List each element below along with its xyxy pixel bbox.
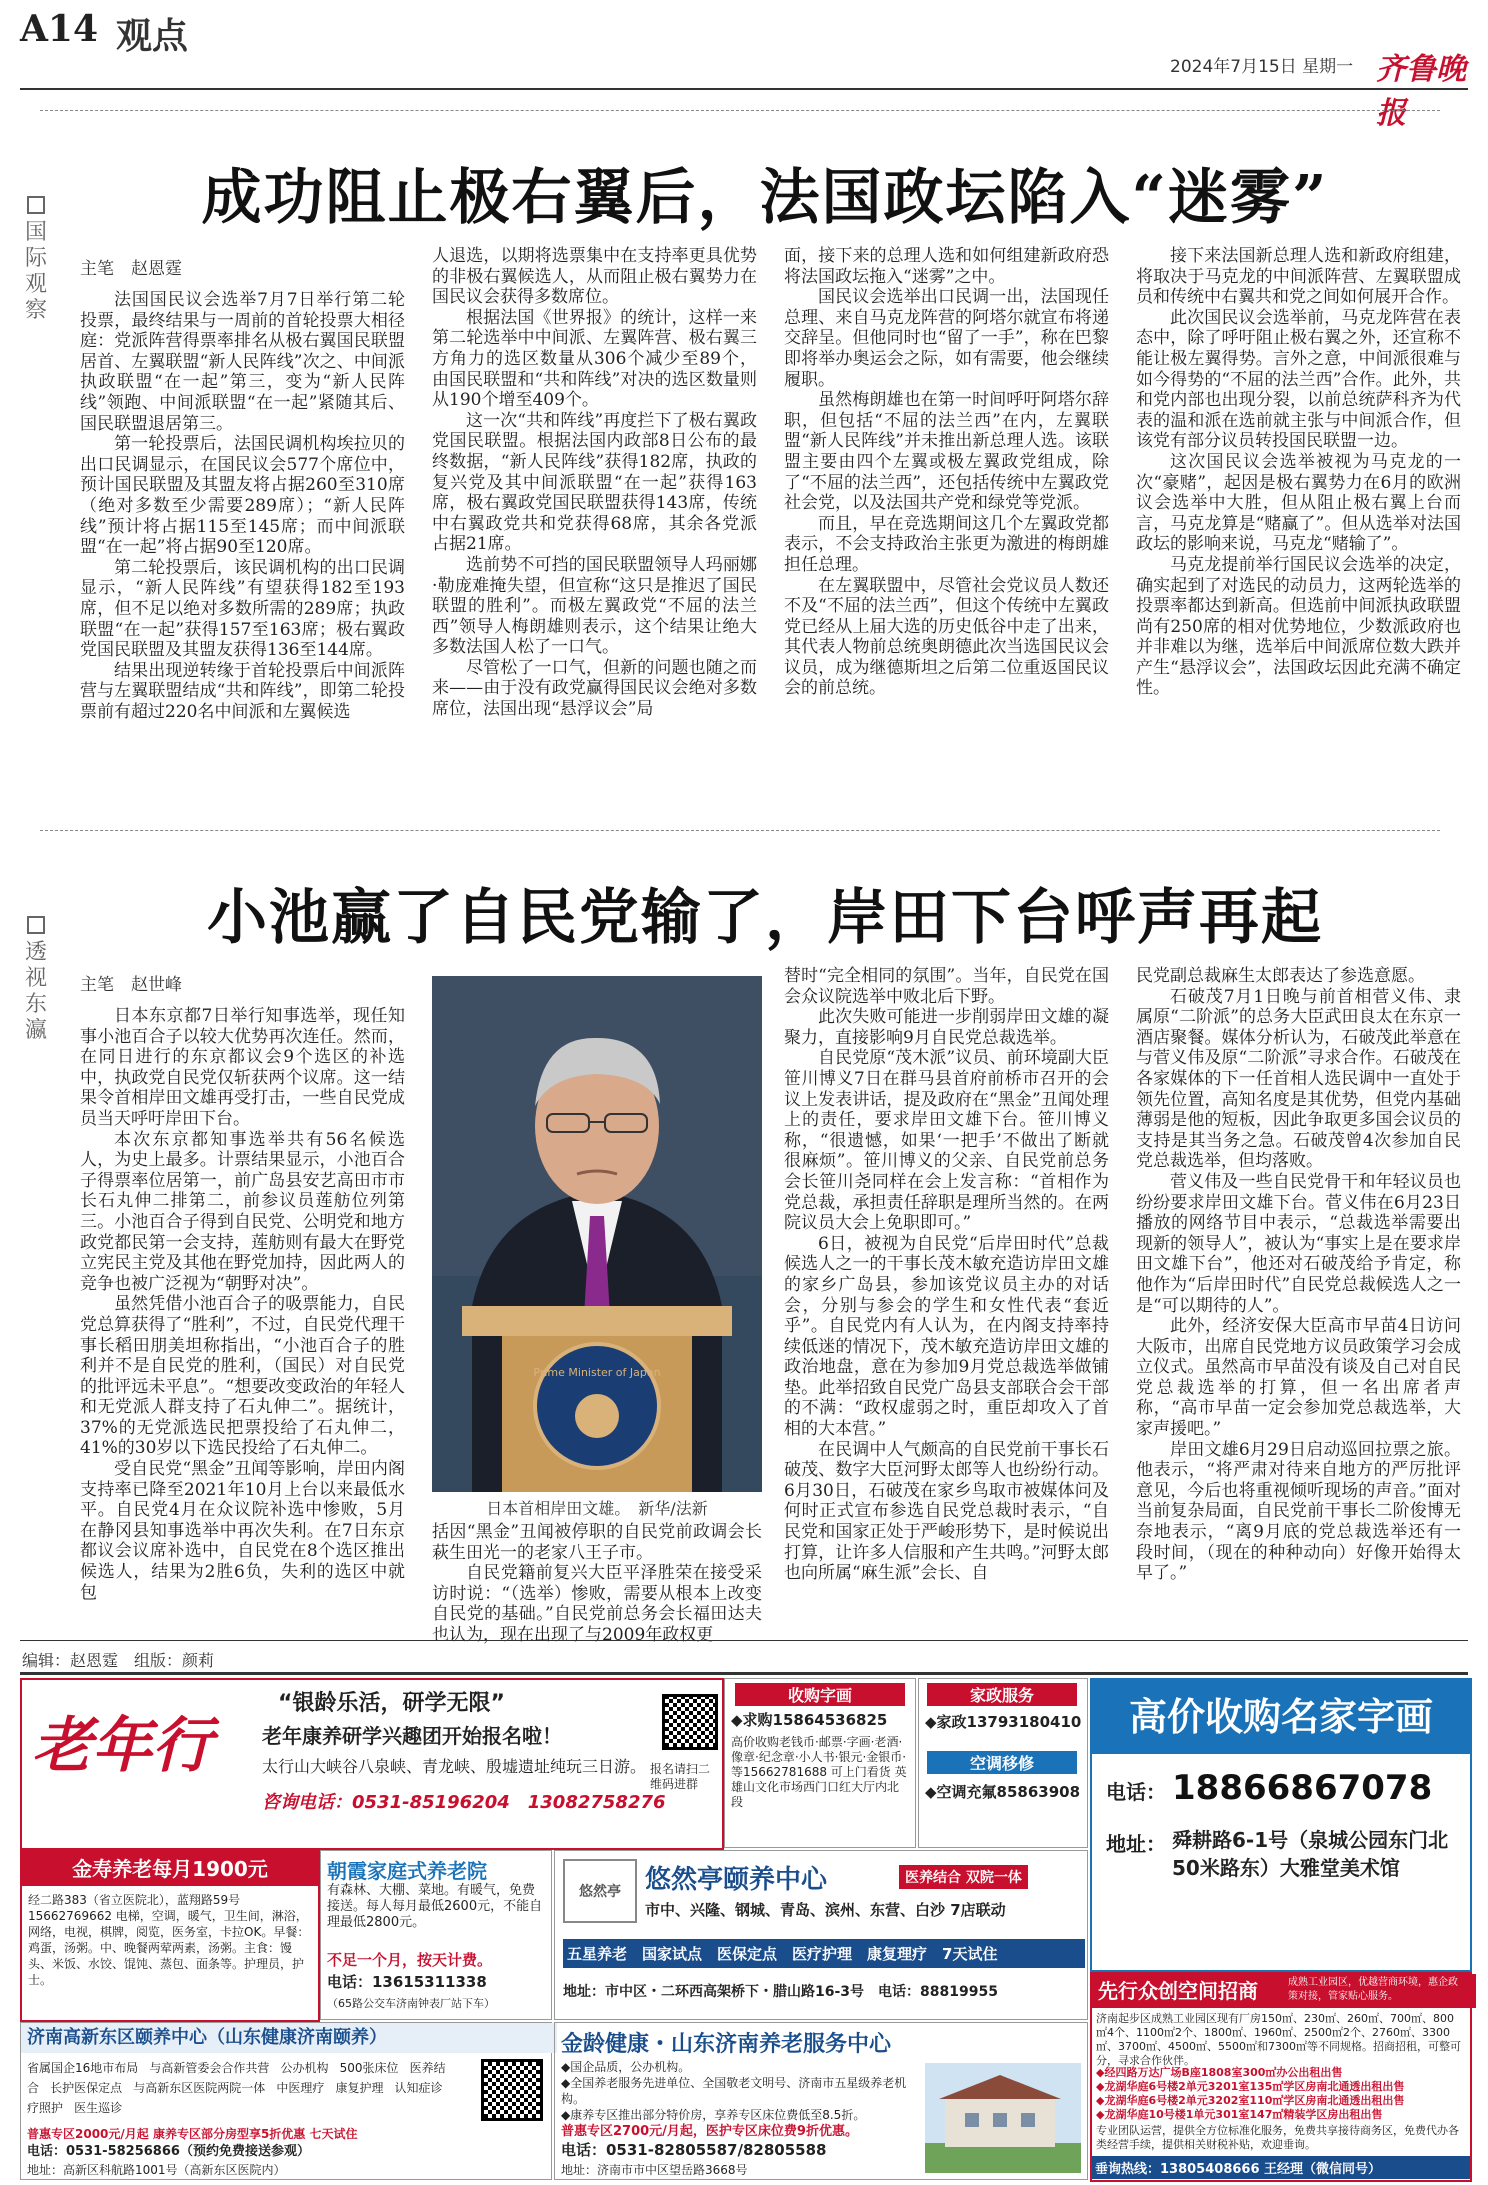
paragraph: 选前势不可挡的国民联盟领导人玛丽娜·勒庞难掩失望，但宣称“这只是推迟了国民联盟的胜利”。而极左翼政党“不屈的法兰西”领导人梅朗雄则表示，这个结果让绝大多数法国人松了一口气。: [432, 554, 757, 658]
list-item: 长护医保定点: [50, 2081, 123, 2095]
article1-column-2: [432, 246, 757, 790]
ad-zhaoxia: [320, 1850, 552, 2020]
tag-square-icon: [27, 916, 45, 934]
ad-price: 普惠专区2000元/月起 康养专区部分房型享5折优惠 七天试住: [27, 2127, 358, 2141]
paragraph: 自民党籍前复兴大臣平泽胜荣在接受采访时说：“（选举）惨败，需要从根本上改变自民党的基础。”自民党前总务会长福田达夫也认为，现在出现了与2009年政权更: [432, 1563, 762, 1645]
list-item: 省属国企16地市布局: [27, 2061, 139, 2075]
qr-code-icon: [662, 1694, 718, 1750]
article2-column-tag: [22, 916, 50, 1044]
kishida-photo: [432, 976, 762, 1492]
article2-column-4: [1136, 966, 1461, 1618]
paragraph: 接下来法国新总理人选和新政府组建，将取决于马克龙的中间派阵营、左翼联盟成员和传统中右翼共和党之间如何展开合作。: [1136, 246, 1461, 308]
ad-address: （65路公交车济南钟表厂站下车）: [327, 1997, 495, 2010]
ad-slogan: “银龄乐活，研学无限”: [278, 1691, 505, 1716]
list-item: ◆康养专区推出部分特价房，享养专区床位费低至8.5折。: [561, 2108, 866, 2122]
list-item: 认知症诊疗照护: [27, 2081, 443, 2115]
list-item: 公办机构: [280, 2061, 329, 2075]
ad-addr-label: 地址：: [1106, 1832, 1166, 1856]
ad-detail: 高价收购老钱币·邮票·字画·老酒·像章·纪念章·小人书·银元·金银币·等15662781688 可上门看货 英雄山文化市场西门口红大厅内北段: [731, 1735, 907, 1809]
list-item: 中医理疗: [276, 2081, 325, 2095]
paragraph: 在左翼联盟中，尽管社会党议员人数还不及“不屈的法兰西”，但这个传统中左翼政党已经从上届大选的历史低谷中走了出来，其代表人物前总统奥朗德此次当选国民议会议员，成为继德斯坦之后第二位重返国民议会的前总统。: [784, 575, 1109, 699]
paragraph: 根据法国《世界报》的统计，这样一来第二轮选举中中间派、左翼阵营、极右翼三方角力的选区数量从306个减少至89个，由国民联盟和“共和阵线”对决的选区数量则从190个增至409个。: [432, 307, 757, 411]
ad-address: 地址：高新区科航路1001号（高新东区医院内）: [27, 2163, 286, 2177]
tag-char: 透: [24, 940, 47, 965]
list-item: 医养结合: [27, 2061, 446, 2095]
paragraph: 结果出现逆转缘于首轮投票后中间派阵营与左翼联盟结成“共和阵线”，即第二轮投票前有超过220名中间派和左翼候选: [80, 660, 405, 722]
article1-byline: 主笔 赵恩霆: [80, 259, 182, 279]
ad-zihua: [1090, 1678, 1472, 1972]
podium-seal-text: Prime Minister of Japan: [533, 1366, 661, 1379]
paragraph: 括因“黑金”丑闻被停职的自民党前政调会长萩生田光一的老家八王子市。: [432, 1522, 762, 1563]
ad-jinshou: [20, 1850, 320, 2022]
list-item: ◆全国养老服务先进单位、全国敬老文明号、济南市五星级养老机构。: [561, 2076, 907, 2106]
ad-note: 专业团队运营，提供全方位标准化服务，免费共享接待商务区，免费代办各类经营手续，提供相关财税补贴，欢迎垂询。: [1096, 2124, 1459, 2151]
tag-char: 瀛: [24, 1018, 47, 1043]
ad-phone: 电话：0531-82805587/82805588: [561, 2141, 827, 2159]
paragraph: 受自民党“黑金”丑闻等影响，岸田内阁支持率已降至2021年10月上台以来最低水平。自民党4月在众议院补选中惨败，5月在静冈县知事选举中再次失利。在7日东京都议会议席补选中，自民党在8个选区推出候选人，结果为2胜6负，失利的选区中就包: [80, 1459, 405, 1603]
building-illustration-icon: [925, 2063, 1081, 2173]
ad-highlight: 不足一个月，按天计费。: [327, 1951, 493, 1969]
article2-column-3: [784, 966, 1109, 1618]
paragraph: 石破茂7月1日晚与前首相菅义伟、隶属原“二阶派”的总务大臣武田良太在东京一酒店聚餐。媒体分析认为，石破茂此举意在与菅义伟及原“二阶派”寻求合作。石破茂在各家媒体的下一任首相人选民调中一直处于领先位置，高知名度是其优势，但党内基础薄弱是他的短板，因此争取更多国会议员的支持是其当务之急。石破茂曾4次参加自民党总裁选举，但均落败。: [1136, 986, 1461, 1172]
paragraph: 岸田文雄6月29日启动巡回拉票之旅。他表示，“将严肃对待来自地方的严厉批评意见，今后也将重视倾听现场的声音。”面对当前复杂局面，自民党前干事长二阶俊博无奈地表示，“离9月底的党总裁选举还有一段时间，（现在的种种动向）好像开始得太早了。”: [1136, 1439, 1461, 1584]
ad-phone: 咨询电话：0531-85196204 13082758276: [262, 1792, 666, 1813]
ad-title: 先行众创空间招商: [1092, 1974, 1476, 2008]
list-item: 康复护理: [335, 2081, 384, 2095]
paragraph: 虽然梅朗雄也在第一时间呼吁阿塔尔辞职，但包括“不屈的法兰西”在内，左翼联盟“新人民阵线”并未推出新总理人选。该联盟主要由四个左翼或极左翼政党组成，除了“不屈的法兰西”，还包括传统中左翼政党社会党，以及法国共产党和绿党等党派。: [784, 390, 1109, 514]
ad-xianxing: [1090, 1972, 1472, 2182]
paragraph: 马克龙提前举行国民议会选举的决定，确实起到了对选民的动员力，这两轮选举的投票率都达到新高。但选前中间派执政联盟尚有250席的相对优势地位，少数派政府也并非难以为继，选举后中间派席位数大跌并产生“悬浮议会”，法国政坛因此充满不确定性。: [1136, 554, 1461, 699]
ad-title: 金龄健康・山东济南养老服务中心: [561, 2032, 892, 2057]
ad-phone: 电话：13615311338: [327, 1973, 487, 1991]
ad-hotline: 垂询热线：13805408666 王经理（微信同号）: [1092, 2156, 1470, 2179]
issue-date: 2024年7月15日 星期一: [1170, 57, 1354, 77]
ad-item: ◆求购15864536825: [731, 1711, 888, 1729]
ad-line: 老年康养研学兴趣团开始报名啦！: [262, 1724, 562, 1748]
ad-list: [561, 2059, 921, 2123]
ad-phone: 18866867078: [1172, 1768, 1433, 1808]
ad-tags: 成熟工业园区，优越营商环境，惠企政策对接，管家贴心服务。: [1288, 1977, 1458, 2002]
paragraph: 此次失败可能进一步削弱岸田文雄的凝聚力，直接影响9月自民党总裁选举。: [784, 1007, 1109, 1048]
ad-title: 家政服务: [927, 1683, 1077, 1706]
paragraph: 面，接下来的总理人选和如何组建新政府恐将法国政坛拖入“迷雾”之中。: [784, 246, 1109, 287]
tag-char: 东: [24, 992, 47, 1017]
tag-char: 际: [24, 246, 47, 271]
paragraph: 国民议会选举出口民调一出，法国现任总理、来自马克龙阵营的阿塔尔就宣布将递交辞呈。但他同时也“留了一手”，称在巴黎即将举办奥运会之际，如有需要，他会继续履职。: [784, 287, 1109, 390]
article2-top-divider: [40, 830, 1440, 831]
paragraph: 第二轮投票后，该民调机构的出口民调显示，“新人民阵线”有望获得182至193席，但不足以绝对多数所需的289席；执政联盟“在一起”获得157至163席；极右翼政党国民联盟及其盟友获得136至144席。: [80, 557, 405, 661]
ad-features: 五星养老 国家试点 医保定点 医疗护理 康复理疗 7天试住: [563, 1939, 1085, 1968]
ad-jinling: [554, 2022, 1088, 2180]
article1-column-tag: [22, 196, 50, 324]
ad-address: 地址：济南市市中区望岳路3668号: [561, 2163, 748, 2177]
ad-title: 收购字画: [735, 1683, 905, 1706]
ad-jiazheng: [918, 1678, 1088, 1848]
ad-price: 普惠专区2700元/月起，医护专区床位费9折优惠。: [561, 2124, 858, 2139]
article1-column-4: [1136, 246, 1461, 790]
ad-line: 太行山大峡谷八泉峡、青龙峡、殷墟遗址纯玩三日游。: [262, 1757, 647, 1776]
ad-qr-note: 报名请扫二维码进群: [650, 1762, 711, 1791]
paragraph: 第一轮投票后，法国民调机构埃拉贝的出口民调显示，在国民议会577个席位中，预计国民联盟及其盟友将占据260至310席（绝对多数至少需要289席）；“新人民阵线”预计将占据115至145席；而中间派联盟“在一起”将占据90至120席。: [80, 434, 405, 558]
ad-address: 地址：市中区・二环西高架桥下・腊山路16-3号 电话：88819955: [563, 1984, 998, 2000]
tag-char: 国: [24, 220, 47, 245]
ad-title: 济南高新东区颐养中心（山东健康济南颐养）: [21, 2023, 557, 2053]
ad-logo: 老年行: [32, 1711, 212, 1781]
list-item: 500张床位: [339, 2061, 399, 2075]
paragraph: 此外，经济安保大臣高市早苗4日访问大阪市，出席自民党地方议员政策学习会成立仪式。虽然高市早苗没有谈及自己对自民党总裁选举的打算，但一名出席者声称，“高市早苗一定会参加党总裁选举，大家声援吧。”: [1136, 1316, 1461, 1440]
list-item: 与高新管委会合作共营: [149, 2061, 270, 2075]
list-item: 与高新东区医院两院一体: [133, 2081, 266, 2095]
newspaper-logo: 齐鲁晚报: [1376, 52, 1466, 131]
article2-column-1: [80, 1006, 405, 1616]
ad-gaoxin: [20, 2022, 552, 2180]
ad-detail: 有森林、大棚、菜地。有暖气，免费接送。每人每月最低2600元，不能自理最低2800元。: [327, 1883, 543, 1930]
ad-list: [1096, 2066, 1464, 2122]
paragraph: 法国国民议会选举7月7日举行第二轮投票，最终结果与一周前的首轮投票大相径庭：党派阵营得票率排名从极右翼国民联盟居首、左翼联盟“新人民阵线”次之、中间派执政联盟“在一起”第三，变为“新人民阵线”领跑、中间派联盟“在一起”紧随其后、国民联盟退居第三。: [80, 290, 405, 434]
ad-youran: [554, 1850, 1088, 2020]
list-item: ◆龙湖华庭6号楼2单元3202室110㎡学区房南北通透出租出售: [1096, 2094, 1405, 2107]
paragraph: 6日，被视为自民党“后岸田时代”总裁候选人之一的干事长茂木敏充造访岸田文雄的家乡广岛县，参加该党议员主办的对话会，分别与参会的学生和女性代表“套近乎”。自民党内有人认为，在内阁支持率持续低迷的情况下，茂木敏充造访岸田文雄的政治地盘，意在为参加9月党总裁选举做铺垫。此举招致自民党广岛县支部联合会干部的不满：“政权虚弱之时，重臣却攻入了首相的大本营。”: [784, 1233, 1109, 1440]
article1-column-3: [784, 246, 1109, 790]
paragraph: 自民党原“茂木派”议员、前环境副大臣笹川博义7日在群马县首府前桥市召开的会议上发表讲话，提及政府在“黑金”丑闻处理上的责任，要求岸田文雄下台。笹川博义称，“很遗憾，如果‘一把手’不做出了断就很麻烦”。笹川博义的父亲、自民党前总务会长笹川尧同样在会上发言称：“首相作为党总裁，承担责任辞职是理所当然的。在两院议员大会上免职即可。”: [784, 1048, 1109, 1234]
ad-section-rule: [20, 1672, 1468, 1675]
tag-char: 察: [24, 298, 47, 323]
article1-top-divider: [40, 110, 1440, 111]
article2-headline: 小池赢了自民党输了，岸田下台呼声再起: [207, 883, 1323, 953]
list-item: 医生巡诊: [74, 2101, 123, 2115]
ad-title: 空调移修: [927, 1751, 1077, 1774]
header-rule: [20, 88, 1468, 90]
tag-char: 视: [24, 966, 47, 991]
ad-detail: 经二路383（省立医院北），蓝翔路59号 15662769662 电梯，空调，暖气，卫生间，淋浴，网络，电视，棋牌，阅览，医务室，卡拉OK。早餐：鸡蛋，汤粥。中、晚餐两荤两素，汤粥。主食：馒头、米饭、水饺、馄饨、蒸包、面条等。护理员，护士。: [28, 1893, 310, 1987]
ad-list: [27, 2057, 447, 2117]
article1-column-1: [80, 290, 405, 790]
list-item: ◆国企品质，公办机构。: [561, 2060, 691, 2074]
photo-caption: 日本首相岸田文雄。 新华/法新: [486, 1499, 708, 1518]
ad-title: 高价收购名家字画: [1092, 1680, 1470, 1754]
editor-credit: 编辑：赵恩霆 组版：颜莉: [22, 1651, 215, 1670]
ad-shouhou: [724, 1678, 916, 1848]
section-name: 观点: [116, 15, 189, 57]
article2-byline: 主笔 赵世峰: [80, 975, 182, 995]
paragraph: 这次国民议会选举被视为马克龙的一次“豪赌”，起因是极右翼势力在6月的欧洲议会选举中大胜，但从阻止极右翼上台而言，马克龙算是“赌赢了”。但从选举对法国政坛的影响来说，马克龙“赌输了”。: [1136, 451, 1461, 555]
paragraph: 菅义伟及一些自民党骨干和年轻议员也纷纷要求岸田文雄下台。菅义伟在6月23日播放的网络节目中表示，“总裁选举需要出现新的领导人”，被认为“事实上是在要求岸田文雄下台”，他还对石破茂给予肯定，称他作为“后岸田时代”自民党总裁候选人之一是“可以期待的人”。: [1136, 1171, 1461, 1316]
youran-logo-icon: [563, 1859, 637, 1923]
ad-item: ◆家政13793180410: [925, 1713, 1082, 1731]
article1-headline: 成功阻止极右翼后，法国政坛陷入“迷雾”: [201, 163, 1329, 233]
ad-tag: 医养结合 双院一体: [899, 1865, 1028, 1889]
ad-detail: 市中、兴隆、钢城、青岛、滨州、东营、白沙 7店联动: [645, 1901, 1006, 1919]
footer-rule: [20, 1640, 1468, 1641]
paragraph: 虽然凭借小池百合子的吸票能力，自民党总算获得了“胜利”，不过，自民党代理干事长稻田朋美坦称指出，“小池百合子的胜利并不是自民党的胜利，（国民）对自民党的批评远未平息”。“想要改变政治的年轻人和无党派人群支持了石丸伸二”。据统计，37%的无党派选民把票投给了石丸伸二，41%的30岁以下选民投给了石丸伸二。: [80, 1294, 405, 1459]
ad-laonianxing: [20, 1678, 724, 1850]
portrait-illustration: [432, 976, 762, 1492]
list-item: ◆经四路万达广场B座1808室300㎡办公出租出售: [1096, 2066, 1343, 2079]
tag-square-icon: [27, 196, 45, 214]
ad-address: 舜耕路6-1号（泉城公园东门北50米路东）大雅堂美术馆: [1172, 1828, 1449, 1880]
article2-column-2: [432, 1522, 762, 1645]
ad-item: ◆空调充氟85863908: [925, 1783, 1081, 1801]
ad-phone-label: 电话：: [1106, 1780, 1166, 1804]
ad-phone: 电话：0531-58256866（预约免费接送参观）: [27, 2144, 310, 2159]
paragraph: 这一次“共和阵线”再度拦下了极右翼政党国民联盟。根据法国内政部8日公布的最终数据，“新人民阵线”获得182席，执政的复兴党及其中间派联盟“在一起”获得163席，极右翼政党国民联盟获得143席，传统中右翼政党共和党获得68席，其余各党派占据21席。: [432, 410, 757, 555]
ad-title: 朝霞家庭式养老院: [327, 1859, 487, 1883]
paragraph: 此次国民议会选举前，马克龙阵营在表态中，除了呼吁阻止极右翼之外，还宣称不能让极左翼得势。言外之意，中间派很难与如今得势的“不屈的法兰西”合作。此外，共和党内部也出现分裂，以前总统萨科齐为代表的温和派在选前就主张与中间派合作，但该党有部分议员转投国民联盟一边。: [1136, 307, 1461, 452]
ad-title: 金寿养老每月1900元: [22, 1852, 318, 1886]
qr-code-icon: [481, 2059, 543, 2121]
paragraph: 人退选，以期将选票集中在支持率更具优势的非极右翼候选人，从而阻止极右翼势力在国民议会获得多数席位。: [432, 246, 757, 308]
paragraph: 尽管松了一口气，但新的问题也随之而来——由于没有政党赢得国民议会绝对多数席位，法国出现“悬浮议会”局: [432, 657, 757, 720]
ad-logo: 悠然亭: [579, 1884, 621, 1900]
list-item: ◆龙湖华庭10号楼1单元301室147㎡精装学区房出租出售: [1096, 2108, 1383, 2121]
paragraph: 本次东京都知事选举共有56名候选人，为史上最多。计票结果显示，小池百合子得票率位居第一，前广岛县安艺高田市市长石丸伸二排第二，前参议员莲舫位列第三。小池百合子得到自民党、公明党和地方政党都民第一会支持，莲舫则有最大在野党立宪民主党及其他在野党加持，因此两人的竞争也被广泛视为“朝野对决”。: [80, 1129, 405, 1294]
paragraph: 日本东京都7日举行知事选举，现任知事小池百合子以较大优势再次连任。然而，在同日进行的东京都议会9个选区的补选中，执政党自民党仅斩获两个议席。这一结果令首相岸田文雄再受打击，一些自民党成员当天呼吁岸田下台。: [80, 1006, 405, 1129]
list-item: ◆龙湖华庭6号楼2单元3201室135㎡学区房南北通透出租出售: [1096, 2080, 1405, 2093]
page-number: A14: [20, 8, 99, 50]
paragraph: 民党副总裁麻生太郎表达了参选意愿。: [1136, 966, 1425, 986]
paragraph: 而且，早在竞选期间这几个左翼政党都表示，不会支持政治主张更为激进的梅朗雄担任总理。: [784, 513, 1109, 575]
tag-char: 观: [24, 272, 47, 297]
paragraph: 在民调中人气颇高的自民党前干事长石破茂、数字大臣河野太郎等人也纷纷行动。6月30日，石破茂在家乡鸟取市被媒体问及何时正式宣布参选自民党总裁时表示，“自民党和国家正处于严峻形势下，是时候说出打算，让许多人信服和产生共鸣。”河野太郎也向所属“麻生派”会长、自: [784, 1439, 1109, 1584]
paragraph: 替时“完全相同的氛围”。当年，自民党在国会众议院选举中败北后下野。: [784, 966, 1109, 1007]
ad-title: 悠然亭颐养中心: [645, 1865, 828, 1895]
ad-detail: 济南起步区成熟工业园区现有厂房150㎡、230㎡、260㎡、700㎡、800㎡4个、1100㎡2个、1800㎡、1960㎡、2500㎡2个、2760㎡、3300㎡、3700㎡、4500㎡、5500㎡和7300㎡等不同规格。招商招租，可整可分，寻求合作伙伴。: [1096, 2012, 1461, 2067]
